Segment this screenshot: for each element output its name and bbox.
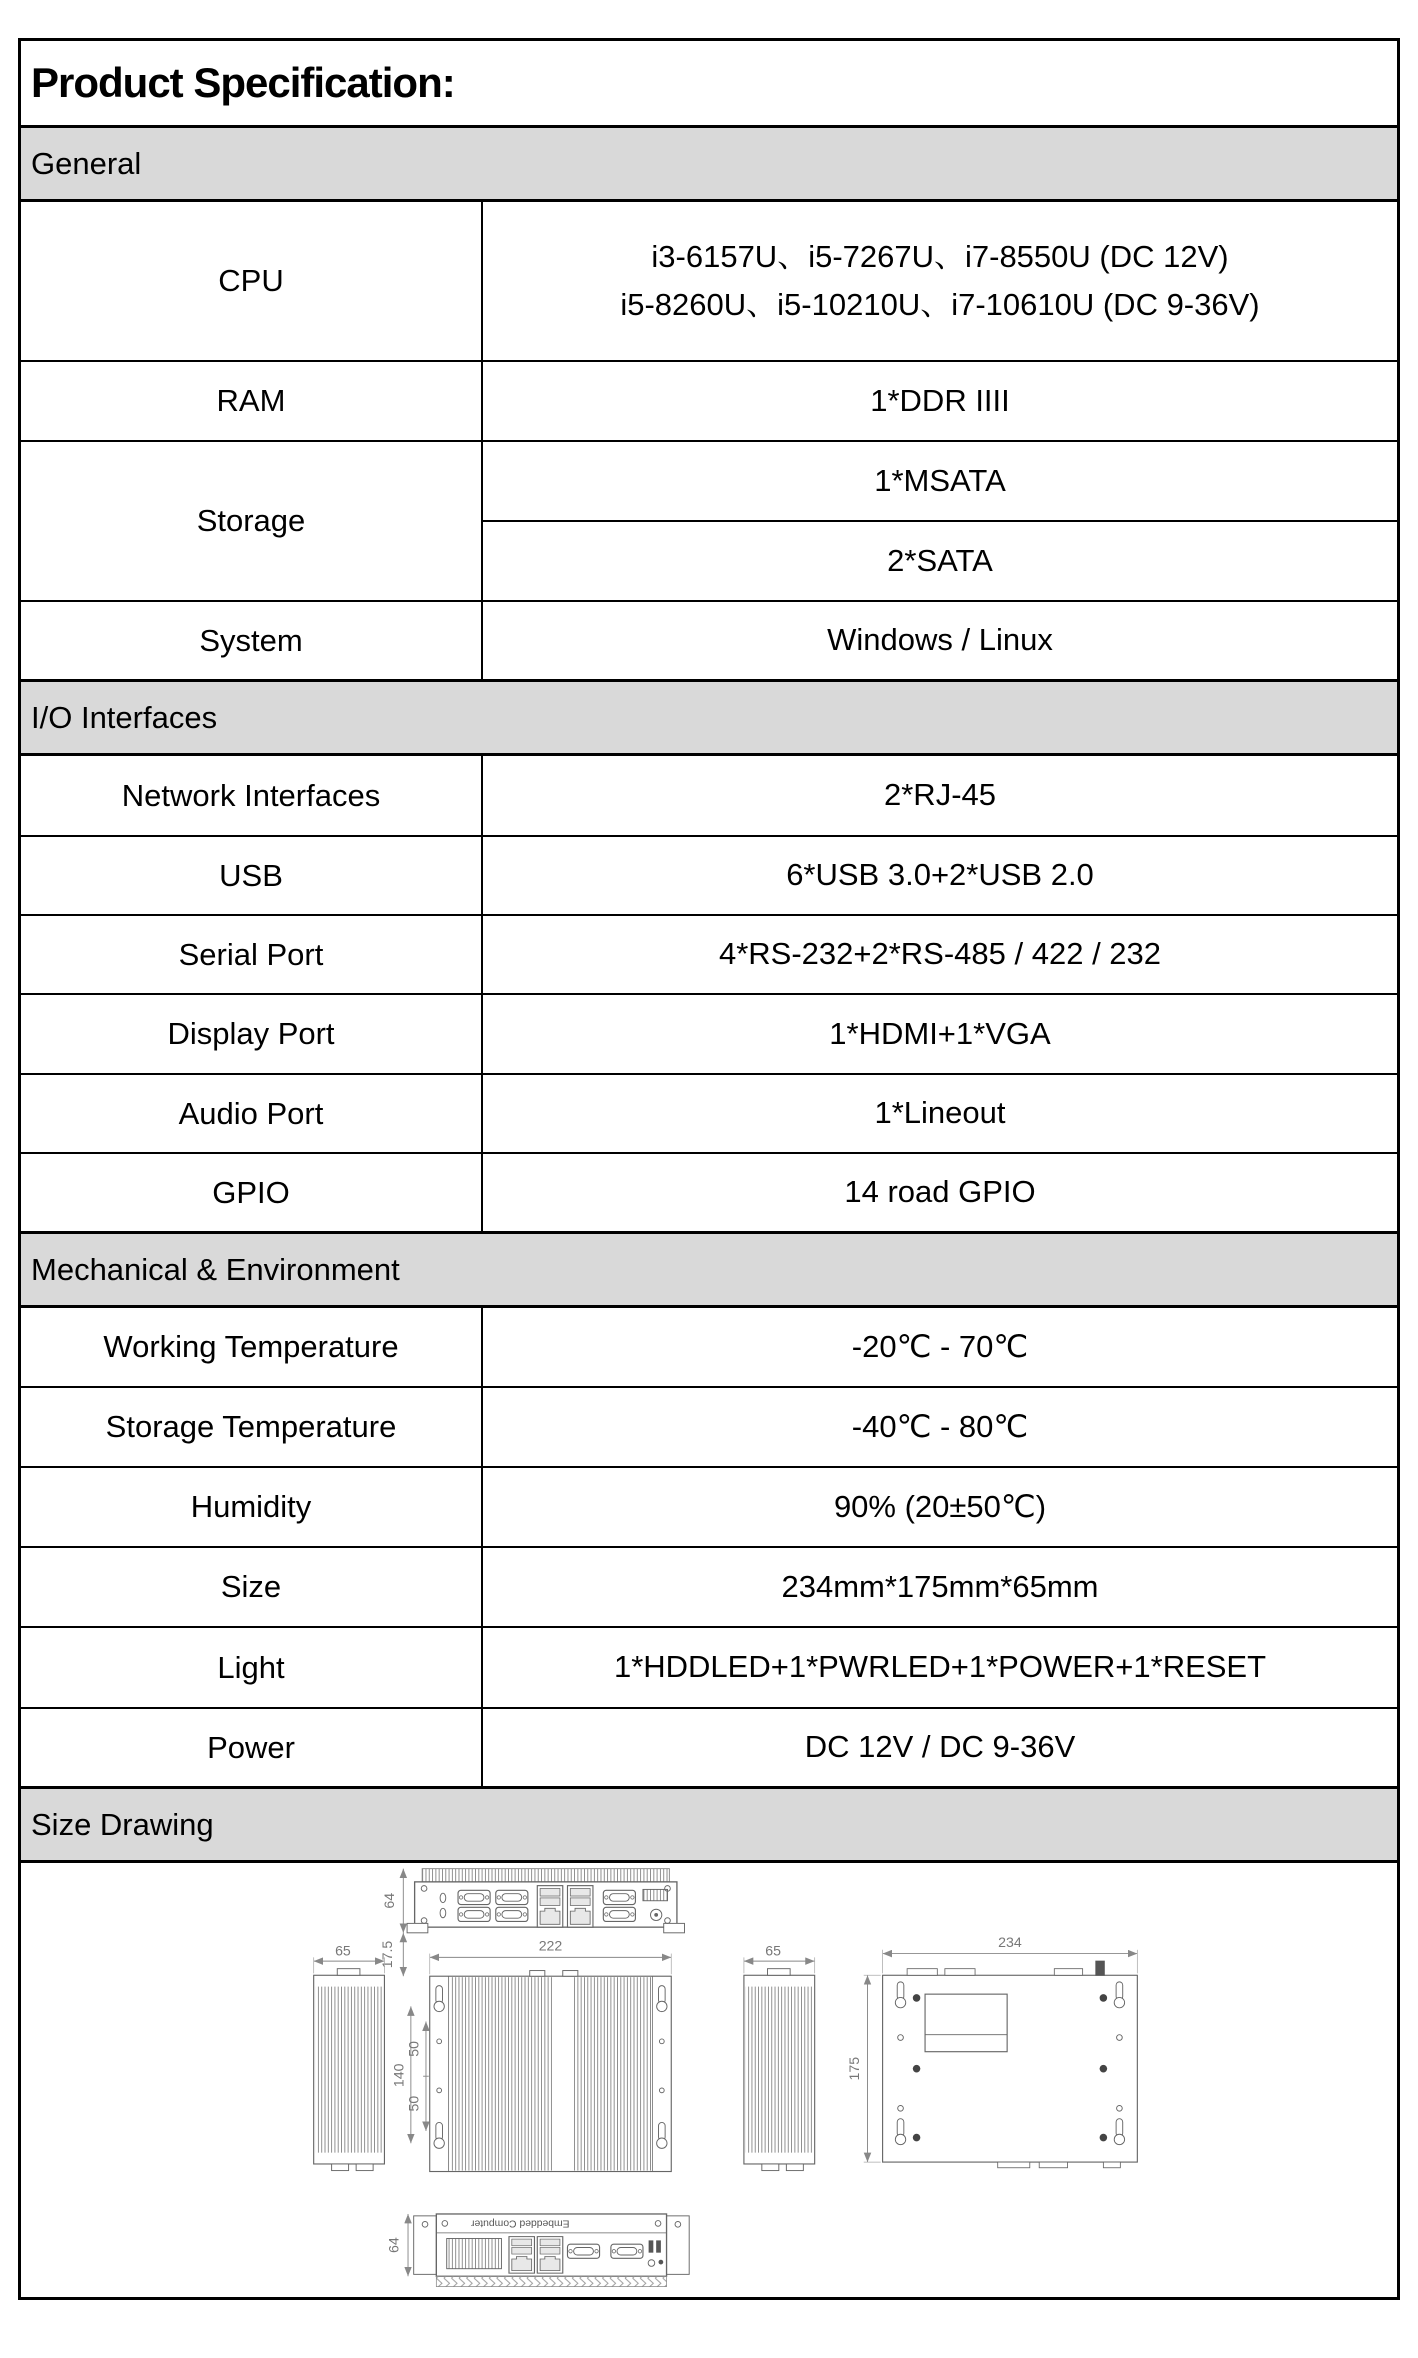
spec-value-system: Windows / Linux [827,622,1053,658]
usb-lan-stack-icon [537,2237,562,2274]
spec-value-humidity: 90% (20±50℃) [833,1488,1047,1524]
spec-label-humidity: Humidity [21,1468,483,1546]
table-row [21,1152,1397,1231]
size-drawing [21,1863,1397,2297]
spec-value-wtemp: -20℃ - 70℃ [851,1328,1029,1364]
page-title: Product Specification: [31,59,455,106]
table-row [21,1466,1397,1546]
table-row [21,1707,1397,1786]
rear-panel-text: Embedded Computer [471,2217,570,2229]
size-drawing-cell [21,1861,1397,2297]
terminal-block-icon [447,2239,502,2269]
table-row [21,360,1397,440]
terminal-block-icon [643,1889,668,1900]
drawing-view-io-panel [407,1869,684,1933]
section-header-drawing [21,1786,1397,1861]
spec-label-cpu: CPU [21,202,483,360]
page-title-row [21,41,1397,125]
table-row [21,1386,1397,1466]
spec-label-light: Light [21,1628,483,1707]
table-row [21,440,1397,600]
serial-port-icon [496,1907,528,1921]
svg-text:65: 65 [765,1942,782,1959]
vga-port-icon [603,1890,635,1904]
spec-label-ram: RAM [21,362,483,440]
spec-value-network: 2*RJ-45 [884,777,996,813]
spec-value-storage-2: 2*SATA [483,520,1397,600]
spec-value-light: 1*HDDLED+1*PWRLED+1*POWER+1*RESET [613,1649,1267,1685]
drawing-view-side-left [314,1969,385,2171]
spec-label-power: Power [21,1709,483,1786]
table-row [21,1546,1397,1626]
spec-value-serial: 4*RS-232+2*RS-485 / 422 / 232 [718,936,1162,972]
dim-front-height [390,2006,411,2143]
dim-front-width [430,1938,672,1975]
usb-lan-stack-icon [509,2237,534,2274]
svg-text:234: 234 [998,1933,1022,1950]
svg-text:140: 140 [390,2063,407,2088]
spec-value-usb: 6*USB 3.0+2*USB 2.0 [786,857,1094,893]
table-row [21,993,1397,1073]
section-header-mech-label: Mechanical & Environment [31,1251,400,1287]
dim-plate-height [846,1975,881,2162]
table-row [21,1626,1397,1707]
section-header-general [21,125,1397,200]
table-row [21,914,1397,993]
svg-text:17.5: 17.5 [378,1940,395,1969]
serial-port-icon [458,1890,490,1904]
hdmi-port-icon [603,1907,635,1921]
spec-label-wtemp: Working Temperature [21,1308,483,1386]
spec-value-audio: 1*Lineout [874,1095,1006,1131]
table-row [21,1306,1397,1386]
drawing-view-plate [883,1961,1138,2168]
section-header-drawing-label: Size Drawing [31,1806,214,1842]
plate-cutout [925,1994,1007,2052]
svg-text:65: 65 [335,1942,351,1959]
usb-lan-stack-icon [537,1886,562,1928]
spec-label-stemp: Storage Temperature [21,1388,483,1466]
spec-table [18,38,1400,2300]
usb-lan-stack-icon [567,1886,592,1928]
dim-hole-spans [405,2022,428,2131]
svg-text:222: 222 [538,1937,563,1954]
drawing-view-front [430,1971,672,2172]
spec-label-gpio: GPIO [21,1154,483,1231]
section-header-io-label: I/O Interfaces [31,699,218,735]
serial-port-icon [611,2244,643,2258]
table-row [21,200,1397,360]
section-header-mech [21,1231,1397,1306]
section-header-general-label: General [31,145,142,181]
spec-value-ram: 1*DDR IIII [870,382,1010,418]
spec-label-network: Network Interfaces [21,756,483,835]
spec-label-displayport: Display Port [21,995,483,1073]
table-row [21,600,1397,679]
spec-label-system: System [21,602,483,679]
table-row [21,1073,1397,1152]
cpu-value-line2: i5-8260U、i5-10210U、i7-10610U (DC 9-36V) [620,287,1260,322]
drawing-view-rear-panel [414,2214,689,2287]
drawing-view-side-right [744,1969,815,2171]
storage-value-split [483,442,1397,600]
svg-text:50: 50 [405,2095,422,2112]
table-row [21,754,1397,835]
serial-port-icon [496,1890,528,1904]
spec-label-usb: USB [21,837,483,914]
spec-label-audio: Audio Port [21,1075,483,1152]
serial-port-icon [458,1907,490,1921]
spec-label-serial: Serial Port [21,916,483,993]
spec-value-cpu [483,202,1397,360]
spec-value-power: DC 12V / DC 9-36V [804,1729,1076,1765]
dim-rear-height [386,2214,408,2276]
svg-text:64: 64 [380,1892,397,1909]
spec-value-storage-1: 1*MSATA [874,463,1006,498]
serial-port-icon [567,2244,599,2258]
dim-panel-height [381,1869,403,1933]
spec-label-size: Size [21,1548,483,1626]
svg-text:50: 50 [405,2040,422,2057]
svg-text:175: 175 [846,2056,863,2081]
dim-panel-gap [379,1933,403,1976]
svg-text:64: 64 [385,2237,402,2253]
spec-value-gpio: 14 road GPIO [844,1174,1036,1210]
section-header-io [21,679,1397,754]
spec-value-size: 234mm*175mm*65mm [781,1568,1099,1604]
spec-label-storage: Storage [21,442,483,600]
spec-value-displayport: 1*HDMI+1*VGA [829,1015,1051,1051]
table-row [21,835,1397,914]
cpu-value-line1: i3-6157U、i5-7267U、i7-8550U (DC 12V) [651,238,1229,274]
spec-value-stemp: -40℃ - 80℃ [851,1408,1029,1444]
